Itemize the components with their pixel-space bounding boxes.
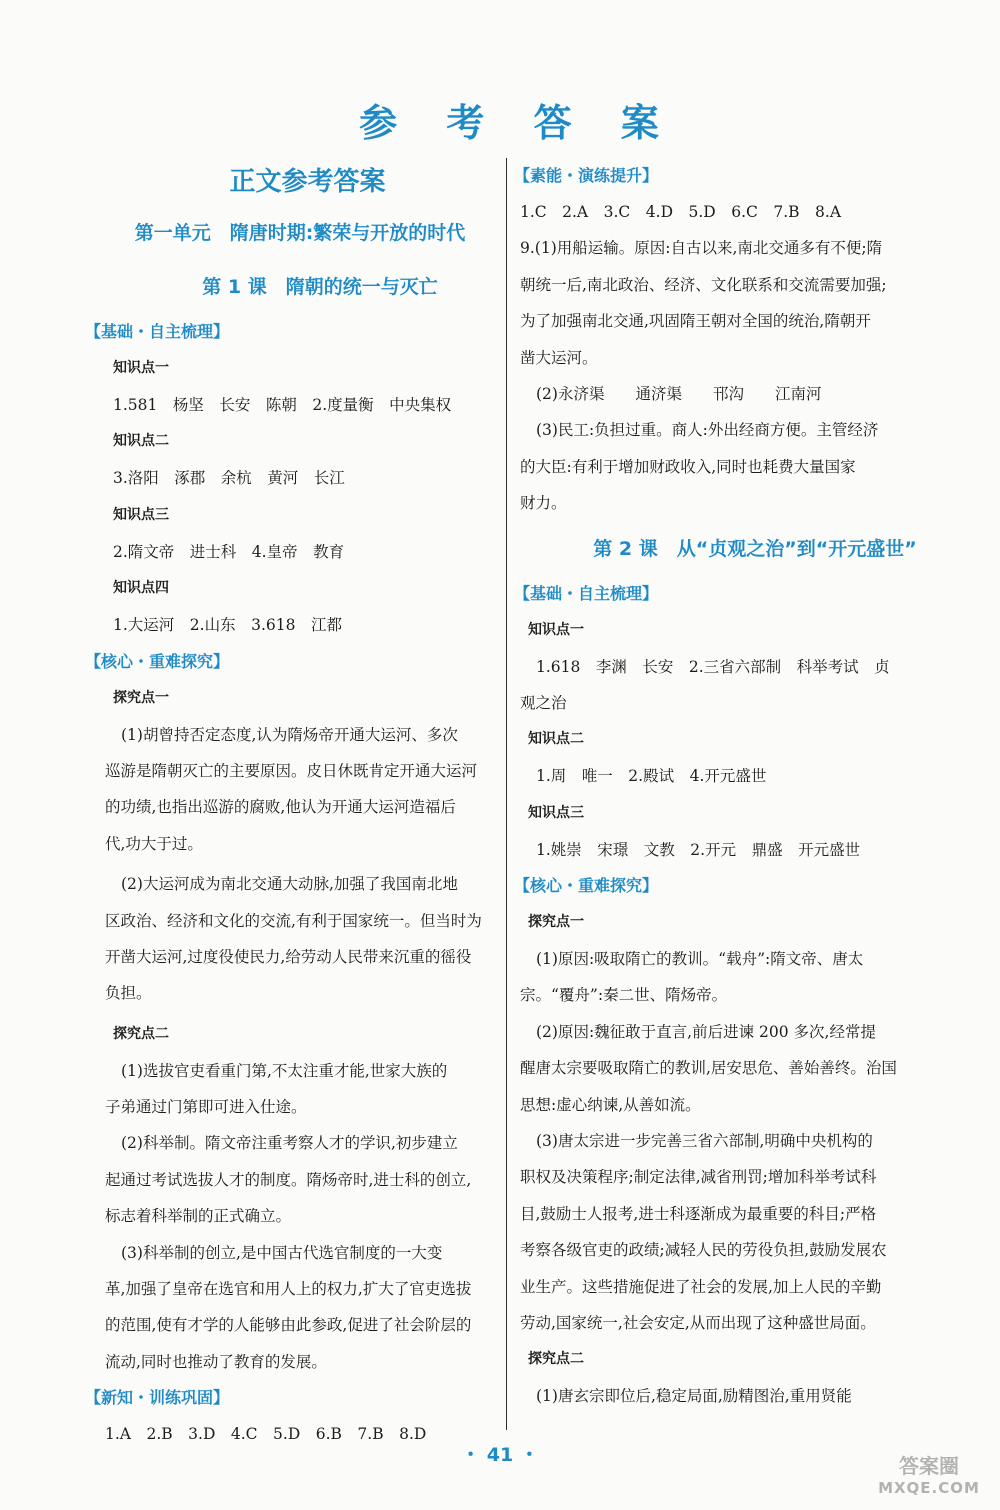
answer-line: 9.(1)用船运输。原因:自古以来,南北交通多有不便;隋 [520, 239, 883, 258]
section-tag-basic: 【基础・自主梳理】 [85, 322, 230, 341]
answer-line: 流动,同时也推动了教育的发展。 [105, 1352, 327, 1371]
answer-line: 1.C 2.A 3.C 4.D 5.D 6.C 7.B 8.A [520, 203, 842, 221]
column-divider [506, 158, 507, 1430]
knowledge-point-heading: 知识点三 [113, 506, 169, 523]
answer-line: 1.581 杨坚 长安 陈朝 2.度量衡 中央集权 [113, 396, 452, 414]
watermark-logo [870, 1455, 988, 1505]
knowledge-point-heading: 知识点一 [113, 360, 169, 376]
answer-line: 1.大运河 2.山东 3.618 江都 [113, 616, 342, 635]
answer-line: 代,功大于过。 [105, 834, 203, 853]
explore-point-heading: 探究点一 [113, 689, 169, 706]
answer-line: 子弟通过门第即可进入仕途。 [105, 1098, 307, 1117]
right-column [514, 158, 950, 1415]
answer-line: (2)原因:魏征敢于直言,前后进谏 200 多次,经常提 [536, 1022, 876, 1041]
knowledge-point-heading: 知识点一 [528, 621, 584, 638]
answer-line: (2)大运河成为南北交通大动脉,加强了我国南北地 [121, 875, 458, 894]
answer-line: (1)胡曾持否定态度,认为隋炀帝开通大运河、多次 [121, 725, 458, 744]
answer-line: 醒唐太宗要吸取隋亡的教训,居安思危、善始善终。治国 [520, 1059, 897, 1078]
answer-line: 目,鼓励士人报考,进士科逐渐成为最重要的科目;严格 [520, 1204, 877, 1223]
answer-line: (3)民工:负担过重。商人:外出经商方便。主管经济 [536, 421, 879, 440]
answer-line: 区政治、经济和文化的交流,有利于国家统一。但当时为 [105, 911, 482, 930]
answer-line: 观之治 [520, 693, 567, 712]
answer-line: 凿大运河。 [520, 348, 598, 367]
answer-line: 的范围,使有才学的人能够由此参政,促进了社会阶层的 [105, 1316, 472, 1335]
answer-line: 起通过考试选拔人才的制度。隋炀帝时,进士科的创立, [105, 1170, 472, 1189]
answer-line: 1.618 李渊 长安 2.三省六部制 科举考试 贞 [536, 657, 890, 676]
section-tag-core: 【核心・重难探究】 [85, 651, 230, 671]
answer-line: 1.A 2.B 3.D 4.C 5.D 6.B 7.B 8.D [105, 1425, 427, 1444]
answer-line: 开凿大运河,过度役使民力,给劳动人民带来沉重的徭役 [105, 947, 472, 966]
knowledge-point-heading: 知识点二 [113, 433, 169, 450]
answer-line: (1)选拔官吏看重门第,不太注重才能,世家大族的 [121, 1061, 448, 1080]
main-heading: 正文参考答案 [229, 167, 386, 197]
knowledge-point-heading: 知识点四 [113, 580, 169, 597]
answer-line: 为了加强南北交通,巩固隋王朝对全国的统治,隋朝开 [520, 312, 871, 331]
page-number: ・ 41 ・ [461, 1444, 539, 1466]
knowledge-point-heading: 知识点二 [528, 731, 584, 748]
answer-line: (2)永济渠 通济渠 邗沟 江南河 [536, 384, 822, 403]
answer-line: 财力。 [520, 494, 567, 513]
section-tag-new: 【新知・训练巩固】 [85, 1388, 230, 1408]
explore-point-heading: 探究点二 [113, 1025, 169, 1042]
explore-point-heading: 探究点二 [528, 1351, 584, 1368]
answer-line: 宗。“覆舟”:秦二世、隋炀帝。 [520, 986, 728, 1005]
unit-heading: 第一单元 隋唐时期:繁荣与开放的时代 [134, 222, 466, 244]
page-title: 参 考 答 案 [359, 101, 677, 145]
answer-line: 1.姚崇 宋璟 文教 2.开元 鼎盛 开元盛世 [536, 840, 861, 859]
answer-line: 的大臣:有利于增加财政收入,同时也耗费大量国家 [520, 457, 856, 476]
answer-line: 巡游是隋朝灭亡的主要原因。皮日休既肯定开通大运河 [105, 761, 478, 780]
answer-line: 标志着科举制的正式确立。 [105, 1207, 292, 1226]
lesson-2-heading: 第 2 课 从“贞观之治”到“开元盛世” [593, 537, 917, 560]
answer-line: 考察各级官吏的政绩;减轻人民的劳役负担,鼓励发展农 [520, 1241, 887, 1260]
answer-line: 劳动,国家统一,社会安定,从而出现了这种盛世局面。 [520, 1313, 876, 1332]
section-tag-core: 【核心・重难探究】 [514, 876, 659, 896]
answer-line: 2.隋文帝 进士科 4.皇帝 教育 [113, 542, 345, 561]
answer-line: (1)唐玄宗即位后,稳定局面,励精图治,重用贤能 [536, 1387, 852, 1406]
answer-line: (1)原因:吸取隋亡的教训。“载舟”:隋文帝、唐太 [536, 950, 864, 969]
answer-line: 1.周 唯一 2.殿试 4.开元盛世 [536, 767, 767, 786]
watermark-url: MXQE.COM [878, 1479, 980, 1497]
answer-line: 思想:虚心纳谏,从善如流。 [520, 1095, 701, 1114]
answer-line: 3.洛阳 涿郡 余杭 黄河 长江 [113, 469, 345, 488]
answer-line: (3)唐太宗进一步完善三省六部制,明确中央机构的 [536, 1132, 873, 1151]
watermark-text: 答案圈 [899, 1454, 959, 1478]
answer-line: (3)科举制的创立,是中国古代选官制度的一大变 [121, 1243, 443, 1262]
answer-line: 业生产。这些措施促进了社会的发展,加上人民的辛勤 [520, 1277, 882, 1296]
answer-line: 朝统一后,南北政治、经济、文化联系和交流需要加强; [520, 275, 887, 294]
answer-line: 革,加强了皇帝在选官和用人上的权力,扩大了官吏选拔 [105, 1280, 472, 1299]
explore-point-heading: 探究点一 [528, 914, 584, 931]
knowledge-point-heading: 知识点三 [528, 804, 584, 821]
lesson-1-heading: 第 1 课 隋朝的统一与灭亡 [202, 276, 438, 298]
left-column [85, 158, 495, 1453]
answer-line: 的功绩,也指出巡游的腐败,他认为开通大运河造福后 [105, 798, 456, 817]
answer-line: 职权及决策程序;制定法律,减省刑罚;增加科举考试科 [520, 1168, 877, 1187]
section-tag-ability: 【素能・演练提升】 [514, 166, 659, 185]
answer-line: (2)科举制。隋文帝注重考察人才的学识,初步建立 [121, 1134, 458, 1153]
answer-line: 负担。 [105, 984, 152, 1003]
section-tag-basic: 【基础・自主梳理】 [514, 583, 659, 603]
